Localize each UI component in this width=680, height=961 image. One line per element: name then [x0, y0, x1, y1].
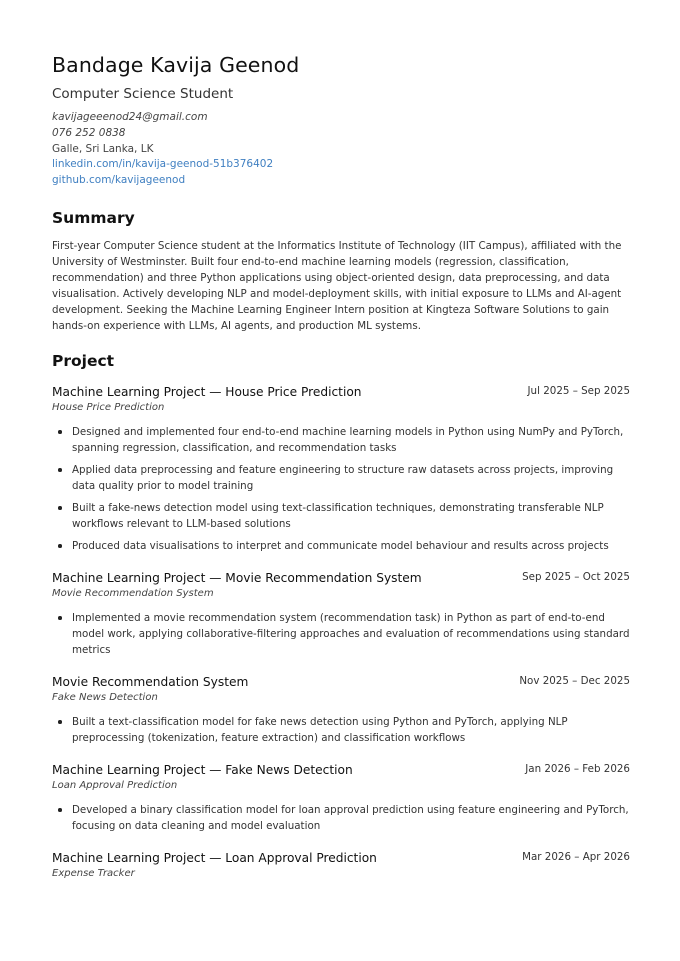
summary-text: First-year Computer Science student at the Informatics Institute of Technology (IIT Campus), affiliated with the University of Westminster. Built four end-to-end machine learning models (regression, classification, recommendation) and three Python applications using object-oriented design, data preprocessing, and data visualisation. Actively developing NLP and model-deployment skills, with initial exposure to LLMs and AI-agent development. Seeking the Machine Learning Engineer Intern position at Kingteza Software Solutions to gain hands-on experience with LLMs, AI agents, and production ML systems. [52, 239, 622, 332]
bullet-item [52, 424, 630, 456]
bullet-text: Applied data preprocessing and feature engineering to structure raw datasets across projects, improving data quality prior to model training [72, 463, 614, 492]
project-date: Nov 2025 – Dec 2025 [519, 674, 630, 687]
bullet-item [52, 610, 630, 658]
headline: Computer Science Student [52, 86, 234, 102]
bullet-text: Developed a binary classification model for loan approval prediction using feature engineering and PyTorch, focusing on data cleaning and model evaluation [72, 803, 629, 832]
bullet-item [52, 714, 630, 746]
project-item [52, 674, 630, 746]
bullet-dot-icon [58, 808, 62, 812]
bullet-dot-icon [58, 506, 62, 510]
project-title: Machine Learning Project — House Price Prediction [52, 384, 362, 399]
project-item [52, 762, 630, 834]
project-title: Machine Learning Project — Loan Approval Prediction [52, 850, 377, 865]
project-item [52, 384, 630, 554]
bullet-list [52, 610, 630, 658]
project-subtitle: Fake News Detection [52, 691, 158, 703]
github-link[interactable]: github.com/kavijageenod [52, 174, 186, 187]
phone-text: 076 252 0838 [52, 126, 126, 139]
project-date: Mar 2026 – Apr 2026 [522, 850, 630, 863]
bullet-list [52, 714, 630, 746]
project-date: Jul 2025 – Sep 2025 [527, 384, 630, 397]
contact-block [52, 110, 630, 189]
bullet-list [52, 424, 630, 554]
linkedin-link[interactable]: linkedin.com/in/kavija-geenod-51b376402 [52, 158, 274, 171]
project-title: Machine Learning Project — Fake News Detection [52, 762, 353, 777]
bullet-list [52, 802, 630, 834]
project-date: Jan 2026 – Feb 2026 [525, 762, 630, 775]
bullet-text: Implemented a movie recommendation system (recommendation task) in Python as part of end-to-end model work, applying collaborative-filtering approaches and evaluation of recommendations using standard metrics [72, 611, 630, 656]
project-subtitle: House Price Prediction [52, 401, 165, 413]
project-subtitle: Loan Approval Prediction [52, 779, 178, 791]
bullet-item [52, 462, 630, 494]
project-subtitle: Expense Tracker [52, 867, 135, 879]
bullet-dot-icon [58, 616, 62, 620]
bullet-dot-icon [58, 544, 62, 548]
bullet-item [52, 500, 630, 532]
bullet-text: Built a text-classification model for fake news detection using Python and PyTorch, applying NLP preprocessing (tokenization, feature extraction) and classification workflows [72, 715, 568, 744]
candidate-name: Bandage Kavija Geenod [52, 53, 300, 77]
bullet-text: Designed and implemented four end-to-end machine learning models in Python using NumPy and PyTorch, spanning regression, classification, and recommendation tasks [72, 425, 624, 454]
project-heading: Project [52, 351, 115, 370]
project-subtitle: Movie Recommendation System [52, 587, 214, 599]
location-text: Galle, Sri Lanka, LK [52, 142, 154, 155]
summary-heading: Summary [52, 208, 135, 227]
bullet-dot-icon [58, 720, 62, 724]
bullet-text: Produced data visualisations to interpret and communicate model behaviour and results across projects [72, 539, 609, 552]
project-item [52, 850, 630, 881]
project-title: Movie Recommendation System [52, 674, 249, 689]
bullet-item [52, 802, 630, 834]
bullet-text: Built a fake-news detection model using text-classification techniques, demonstrating transferable NLP workflows relevant to LLM-based solutions [72, 501, 604, 530]
bullet-item [52, 538, 630, 554]
bullet-dot-icon [58, 468, 62, 472]
project-item [52, 570, 630, 658]
email-text[interactable]: kavijageeenod24@gmail.com [52, 111, 208, 123]
project-title: Machine Learning Project — Movie Recommendation System [52, 570, 422, 585]
project-date: Sep 2025 – Oct 2025 [522, 570, 630, 583]
bullet-dot-icon [58, 430, 62, 434]
